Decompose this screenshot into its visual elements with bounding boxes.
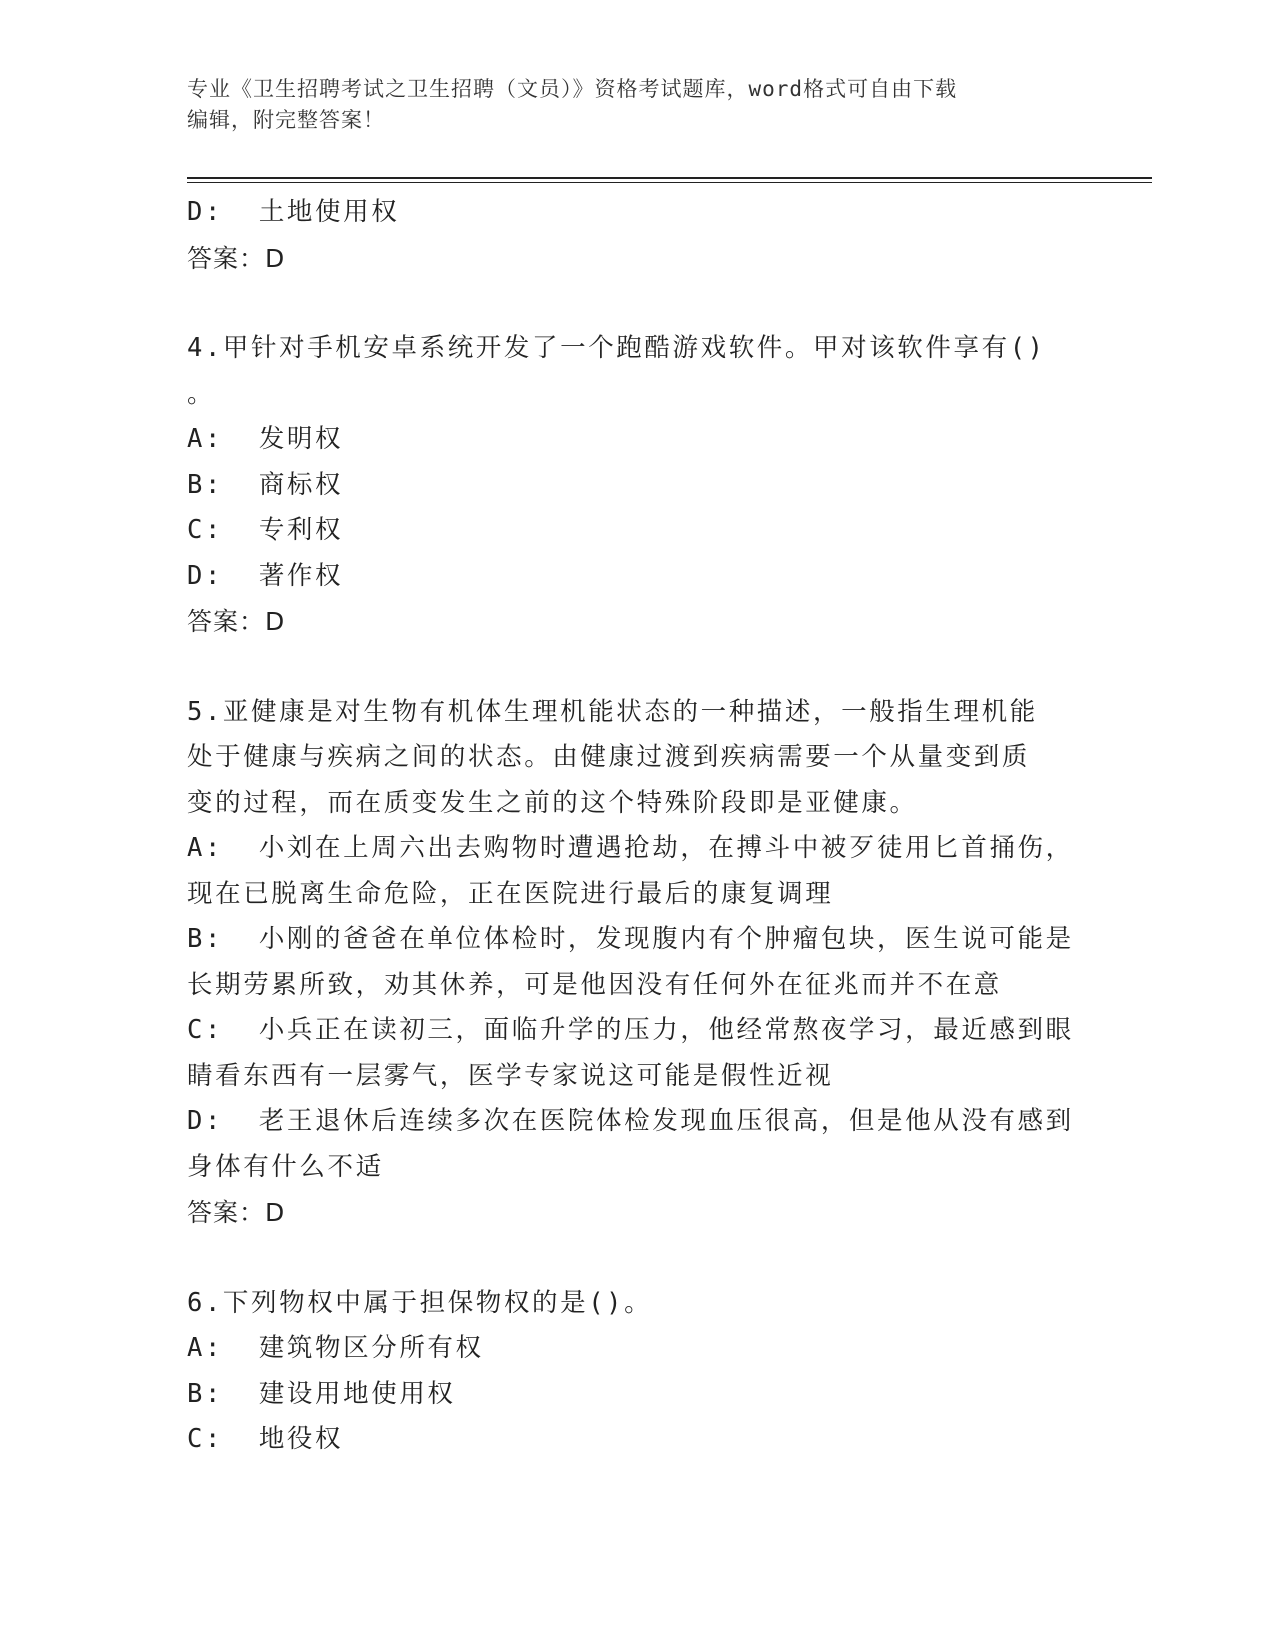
header-rule-thin <box>187 182 1152 183</box>
header-rule-thick <box>187 177 1152 179</box>
header-line-1: 专业《卫生招聘考试之卫生招聘（文员）》资格考试题库，word格式可自由下载 <box>187 77 958 101</box>
q6-title: 6.下列物权中属于担保物权的是()。 <box>187 1287 653 1318</box>
q6-option-c: C: 地役权 <box>187 1424 344 1454</box>
q6-option-a: A: 建筑物区分所有权 <box>187 1333 484 1363</box>
q5-title-line-2: 处于健康与疾病之间的状态。由健康过渡到疾病需要一个从量变到质 <box>187 742 1031 772</box>
q5-option-d: D: 老王退休后连续多次在医院体检发现血压很高，但是他从没有感到 <box>187 1106 1074 1136</box>
q5-title-line-3: 变的过程，而在质变发生之前的这个特殊阶段即是亚健康。 <box>187 787 918 818</box>
q5-title-line-1: 5.亚健康是对生物有机体生理机能状态的一种描述，一般指生理机能 <box>187 696 1038 727</box>
prev-answer: 答案：D <box>187 243 286 273</box>
question-content <box>187 190 1077 1463</box>
q4-title-line-1: 4.甲针对手机安卓系统开发了一个跑酷游戏软件。甲对该软件享有() <box>187 333 1046 363</box>
q4-title-line-2: 。 <box>187 378 216 409</box>
header-line-2: 编辑，附完整答案！ <box>187 108 385 132</box>
q4-option-d: D: 著作权 <box>187 560 344 591</box>
q5-option-c: C: 小兵正在读初三，面临升学的压力，他经常熬夜学习，最近感到眼 <box>187 1015 1074 1045</box>
q4-option-c: C: 专利权 <box>187 515 344 545</box>
q6-option-b: B: 建设用地使用权 <box>187 1378 456 1409</box>
q5-answer: 答案：D <box>187 1198 286 1227</box>
q5-option-d-cont: 身体有什么不适 <box>187 1151 384 1182</box>
q5-option-a: A: 小刘在上周六出去购物时遭遇抢劫，在搏斗中被歹徒用匕首捅伤， <box>187 833 1074 863</box>
q5-option-b: B: 小刚的爸爸在单位体检时，发现腹内有个肿瘤包块，医生说可能是 <box>187 924 1074 954</box>
q4-option-b: B: 商标权 <box>187 469 344 500</box>
q5-option-b-cont: 长期劳累所致，劝其休养，可是他因没有任何外在征兆而并不在意 <box>187 969 1002 1000</box>
q4-option-a: A: 发明权 <box>187 424 344 454</box>
document-header <box>187 74 1087 136</box>
q5-option-c-cont: 睛看东西有一层雾气，医学专家说这可能是假性近视 <box>187 1060 834 1091</box>
q5-option-a-cont: 现在已脱离生命危险，正在医院进行最后的康复调理 <box>187 878 834 909</box>
q4-answer: 答案：D <box>187 607 286 636</box>
prev-option-d: D: 土地使用权 <box>187 197 400 227</box>
